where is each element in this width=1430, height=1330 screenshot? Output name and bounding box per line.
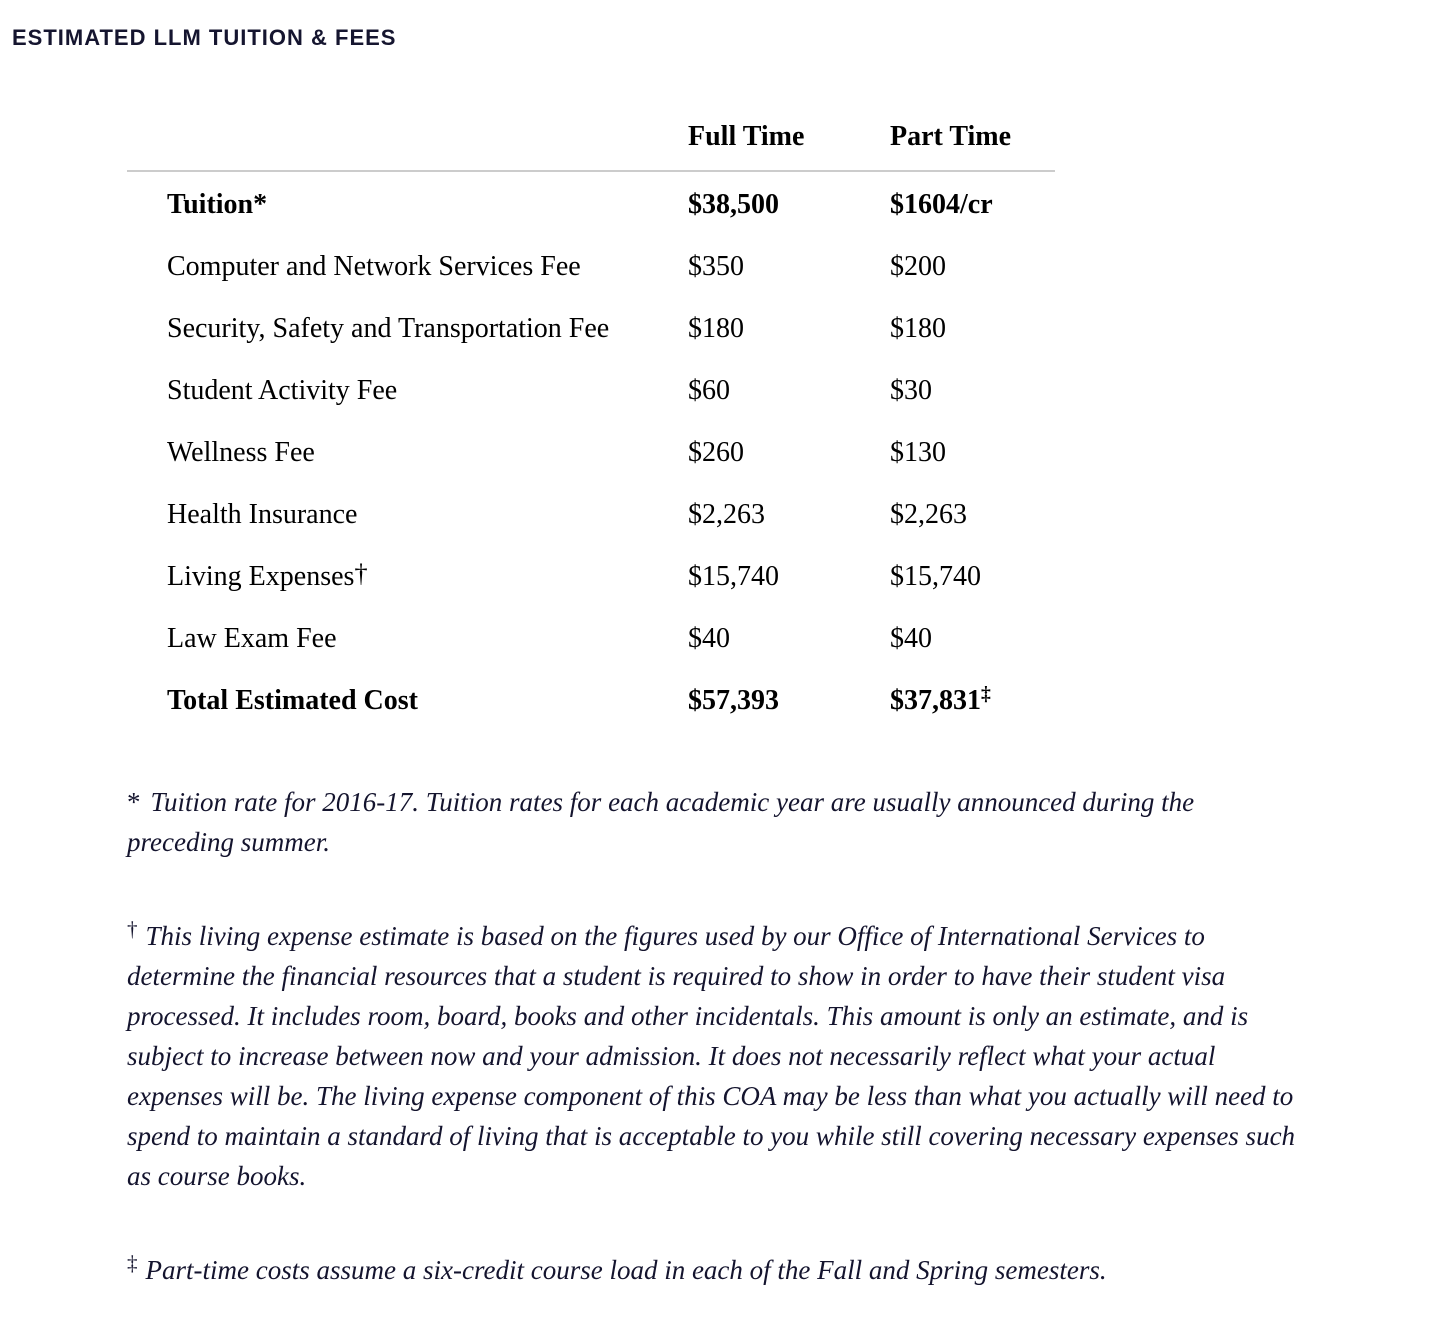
table-row	[127, 298, 1055, 360]
fee-label	[127, 375, 688, 407]
table-header-row	[127, 121, 1055, 170]
footnote-text: Tuition rate for 2016-17. Tuition rates for each academic year are usually announced during the preceding summer.	[127, 787, 1195, 857]
fee-label-text: Living Expenses	[167, 561, 355, 592]
fee-label	[127, 623, 688, 655]
asterisk-marker: *	[127, 787, 141, 817]
fee-label-text: Computer and Network Services Fee	[167, 251, 581, 282]
page-title: ESTIMATED LLM TUITION & FEES	[12, 25, 397, 50]
fee-full-time-value: $180	[688, 313, 744, 344]
fee-label-text: Health Insurance	[167, 499, 358, 530]
table-row	[127, 546, 1055, 608]
fee-part-time-value: $30	[890, 375, 932, 406]
fee-part-time-text: $37,831	[890, 685, 981, 716]
table-row-total	[127, 670, 1055, 732]
footnote-part-time	[127, 1250, 1302, 1290]
table-row	[127, 422, 1055, 484]
column-header-part-time: Part Time	[890, 121, 1012, 152]
tuition-fees-table	[127, 121, 1055, 732]
header-spacer	[127, 121, 688, 153]
fee-label-text: Total Estimated Cost	[167, 685, 418, 716]
fee-part-time-value: $40	[890, 623, 932, 654]
fee-label	[127, 313, 688, 345]
fee-full-time-value: $60	[688, 375, 730, 406]
fee-label	[127, 189, 688, 221]
table-row	[127, 174, 1055, 236]
double-dagger-marker: ‡	[127, 1250, 138, 1275]
footnote-tuition-rate	[127, 782, 1302, 862]
fee-part-time-value: $15,740	[890, 561, 981, 592]
fee-label	[127, 437, 688, 469]
footnote-text: This living expense estimate is based on the figures used by our Office of International Services to determine the financial resources that a student is required to show in order to have their student visa processed. It includes room, board, books and other incidentals. This amount is only an estimate, and is subject to increase between now and your admission. It does not necessarily reflect what your actual expenses will be. The living expense component of this COA may be less than what you actually will need to spend to maintain a standard of living that is acceptable to you while still covering necessary expenses such as course books.	[127, 921, 1296, 1191]
table-row	[127, 360, 1055, 422]
fee-label	[127, 251, 688, 283]
footnote-living-expenses	[127, 916, 1302, 1196]
fee-label	[127, 499, 688, 531]
fee-label-text: Wellness Fee	[167, 437, 315, 468]
column-header-full-time: Full Time	[688, 121, 805, 152]
double-dagger-marker: ‡	[981, 684, 991, 706]
fee-label	[127, 685, 688, 717]
fee-part-time-value	[890, 685, 1055, 717]
fee-full-time-value: $38,500	[688, 189, 779, 220]
table-row	[127, 484, 1055, 546]
fee-full-time-value: $57,393	[688, 685, 779, 716]
fee-part-time-value: $2,263	[890, 499, 967, 530]
fee-part-time-value: $180	[890, 313, 946, 344]
fee-label-text: Security, Safety and Transportation Fee	[167, 313, 610, 344]
fee-full-time-value: $40	[688, 623, 730, 654]
fee-label-text: Law Exam Fee	[167, 623, 337, 654]
table-row	[127, 608, 1055, 670]
fee-label-text: Student Activity Fee	[167, 375, 398, 406]
fee-full-time-value: $2,263	[688, 499, 765, 530]
dagger-marker: †	[354, 557, 368, 588]
dagger-marker: †	[127, 916, 138, 941]
fee-part-time-value: $130	[890, 437, 946, 468]
fee-full-time-value: $15,740	[688, 561, 779, 592]
fee-part-time-value: $1604/cr	[890, 189, 993, 220]
fee-part-time-value: $200	[890, 251, 946, 282]
fee-full-time-value: $350	[688, 251, 744, 282]
table-row	[127, 236, 1055, 298]
footnote-text: Part-time costs assume a six-credit course load in each of the Fall and Spring semesters.	[145, 1255, 1107, 1285]
table-body	[127, 170, 1055, 732]
fee-full-time-value: $260	[688, 437, 744, 468]
fee-label-text: Tuition*	[167, 189, 268, 220]
fee-label	[127, 557, 688, 593]
footnotes-section	[127, 782, 1302, 1290]
